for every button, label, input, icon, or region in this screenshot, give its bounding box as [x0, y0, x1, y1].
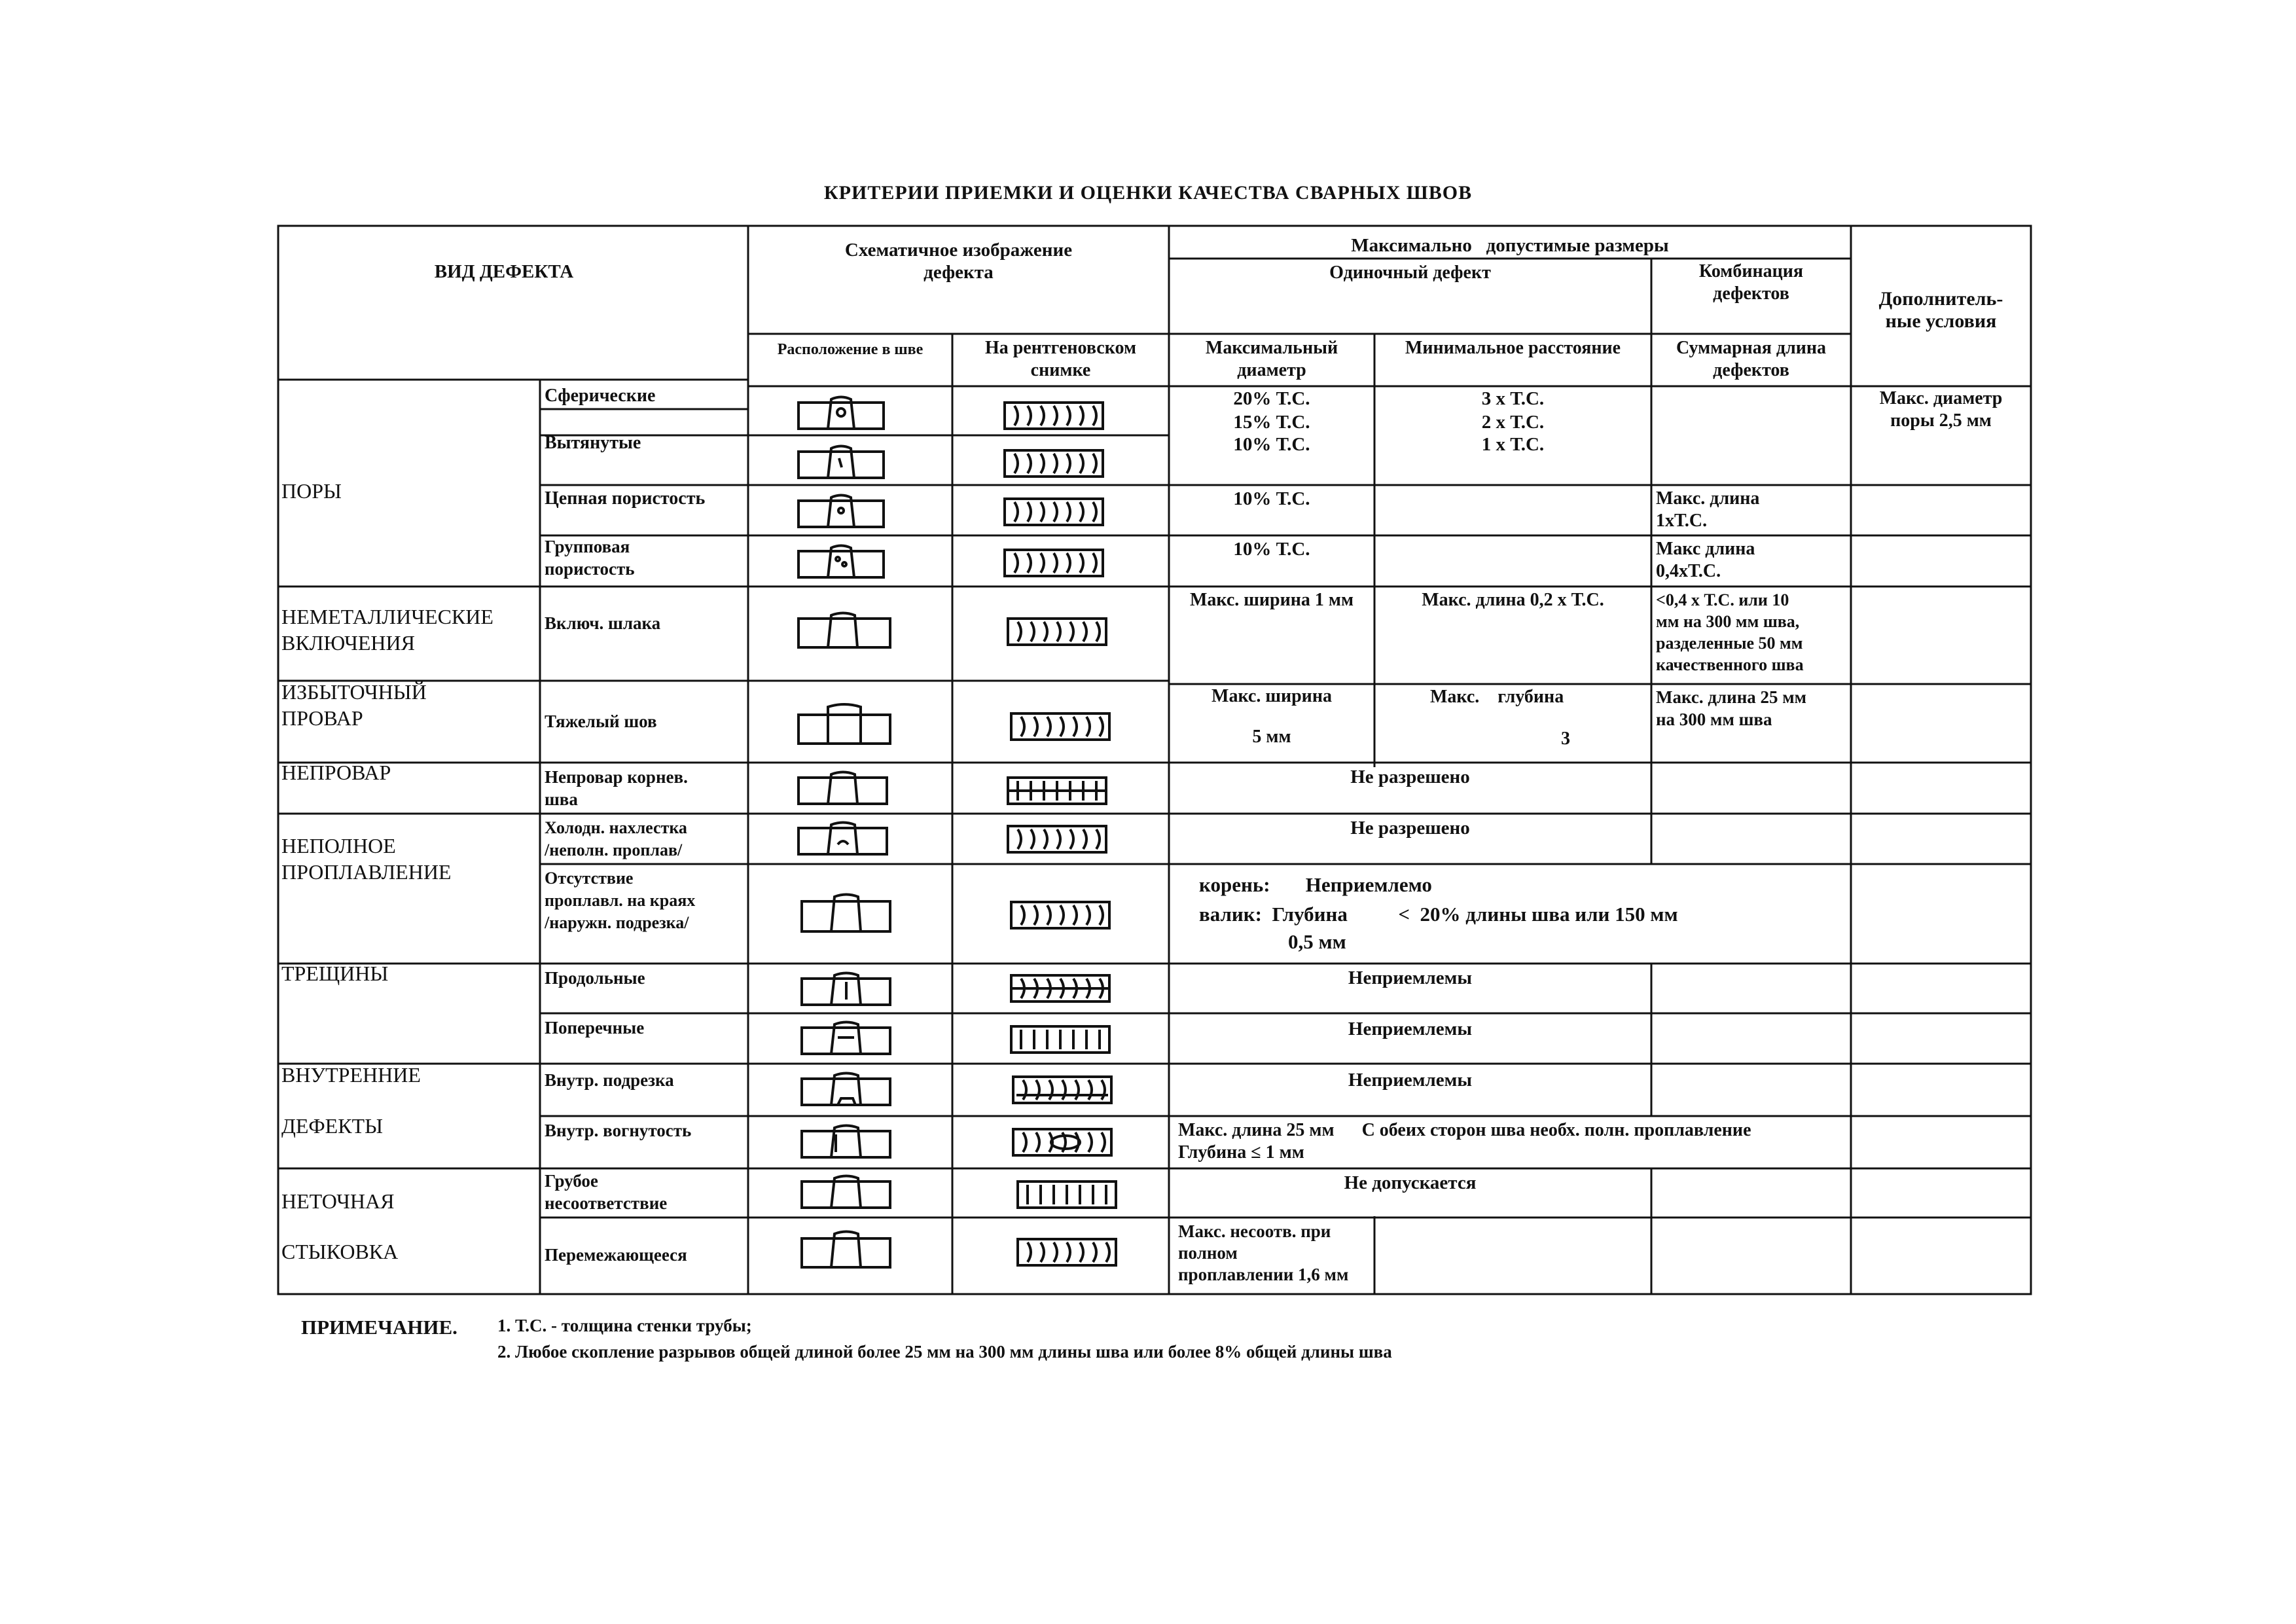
- header-sketch: Схематичное изображение дефекта: [844, 240, 1073, 283]
- weld-section-icon: [798, 772, 887, 804]
- intermittent-single: Макс. несоотв. при полном проплавлении 1,6 мм: [1178, 1221, 1349, 1284]
- slag-length: Макс. длина 0,2 х Т.С.: [1422, 590, 1604, 610]
- heavy-depth-value: 3: [1561, 729, 1570, 749]
- note-1: 1. Т.С. - толщина стенки трубы;: [497, 1316, 752, 1335]
- heavy-width: Макс. ширина 5 мм: [1211, 686, 1332, 747]
- concavity-single: Макс. длина 25 мм С обеих сторон шва необх. полн. проплавление Глубина ≤ 1 мм: [1178, 1120, 1751, 1163]
- weld-section-icon: [802, 973, 890, 1005]
- weld-section-icon: [802, 1126, 890, 1158]
- spherical-additional: Макс. диаметр поры 2,5 мм: [1879, 388, 2003, 431]
- xray-strip-icon: [1008, 619, 1106, 645]
- weld-section-icon: [798, 823, 887, 855]
- subtype-longitudinal: Продольные: [545, 968, 645, 988]
- undercut-single: Неприемлемы: [1348, 1070, 1473, 1091]
- transverse-single: Неприемлемы: [1348, 1019, 1473, 1039]
- edge-line3: 0,5 мм: [1288, 930, 1346, 953]
- group-incomplete: НЕПОЛНОЕ ПРОПЛАВЛЕНИЕ: [281, 834, 452, 884]
- header-xray: На рентгеновском снимке: [984, 338, 1137, 380]
- subtype-intermittent: Перемежающееся: [545, 1245, 687, 1265]
- header-single: Одиночный дефект: [1329, 262, 1491, 283]
- edge-line2: валик: Глубина < 20% длины шва или 150 мм: [1199, 903, 1678, 926]
- group-misalign-2: СТЫКОВКА: [281, 1240, 399, 1263]
- xray-strip-icon: [1011, 975, 1109, 1001]
- cold-single: Не разрешено: [1350, 818, 1470, 839]
- weld-section-icon: [802, 1074, 890, 1106]
- subtype-concavity: Внутр. вогнутость: [545, 1121, 692, 1140]
- heavy-depth-label: Макс. глубина: [1430, 687, 1564, 707]
- weld-section-icon: [802, 895, 890, 932]
- slag-total: <0,4 х Т.С. или 10 мм на 300 мм шва, разделенные 50 мм качественного шва: [1656, 590, 1804, 674]
- weld-section-icon: [802, 1232, 890, 1268]
- header-combination: Комбинация дефектов: [1698, 261, 1804, 304]
- xray-strip-icon: [1008, 826, 1106, 852]
- group-nonmetal: НЕМЕТАЛЛИЧЕСКИЕ ВКЛЮЧЕНИЯ: [281, 605, 493, 655]
- weld-section-icon: [798, 496, 884, 528]
- header-additional: Дополнитель- ные условия: [1878, 288, 2003, 332]
- header-location: Расположение в шве: [777, 341, 924, 358]
- group-internal-2: ДЕФЕКТЫ: [281, 1114, 383, 1138]
- xray-strip-icon: [1008, 778, 1106, 804]
- weld-section-icon: [798, 546, 884, 578]
- subtype-transverse: Поперечные: [545, 1018, 645, 1038]
- group-lack-pen: НЕПРОВАР: [281, 761, 391, 784]
- weld-section-icon: [798, 397, 884, 429]
- subtype-undercut: Внутр. подрезка: [545, 1070, 674, 1090]
- spherical-diameter: 20% Т.С.: [1233, 388, 1310, 409]
- weld-section-icon: [798, 446, 884, 478]
- chain-diameter: 10% Т.С.: [1233, 488, 1310, 509]
- xray-strip-icon: [1013, 1077, 1111, 1103]
- notes-label: ПРИМЕЧАНИЕ.: [301, 1316, 457, 1339]
- group-misalign-1: НЕТОЧНАЯ: [281, 1189, 395, 1213]
- subtype-root: Непровар корнев. шва: [545, 767, 688, 809]
- header-max-diameter: Максимальный диаметр: [1205, 338, 1338, 380]
- header-max-sizes: Максимально допустимые размеры: [1351, 235, 1669, 256]
- subtype-slag: Включ. шлака: [545, 613, 661, 633]
- root-single: Не разрешено: [1350, 767, 1470, 787]
- subtype-edge: Отсутствие проплавл. на краях /наружн. подрезка/: [545, 869, 696, 932]
- group-pores: ПОРЫ: [281, 479, 342, 503]
- group-internal-1: ВНУТРЕННИЕ: [281, 1063, 421, 1087]
- subtype-chain: Цепная пористость: [545, 488, 706, 509]
- subtype-spherical: Сферические: [545, 386, 656, 406]
- xray-strip-icon: [1018, 1182, 1116, 1208]
- page-title: КРИТЕРИИ ПРИЕМКИ И ОЦЕНКИ КАЧЕСТВА СВАРНЫХ ШВОВ: [823, 182, 1473, 204]
- xray-strip-icon: [1018, 1239, 1116, 1265]
- header-defect-type: ВИД ДЕФЕКТА: [434, 261, 574, 282]
- group-excess: ИЗБЫТОЧНЫЙ ПРОВАР: [281, 680, 427, 730]
- weld-section-icon: [798, 704, 890, 744]
- chain-total: Макс. длина 1хТ.С.: [1656, 488, 1760, 531]
- xray-strip-icon: [1005, 403, 1103, 429]
- elongated-distance: 2 х Т.С. 1 х Т.С.: [1481, 412, 1545, 455]
- subtype-cold: Холодн. нахлестка /неполн. проплав/: [545, 818, 687, 859]
- weld-section-icon: [802, 1176, 890, 1208]
- xray-strip-icon: [1013, 1129, 1111, 1155]
- xray-strip-icon: [1011, 1026, 1109, 1053]
- subtype-group: Групповая пористость: [545, 537, 635, 579]
- subtype-gross: Грубое несоответствие: [545, 1171, 668, 1213]
- xray-strip-icon: [1011, 902, 1109, 928]
- subtype-heavy: Тяжелый шов: [545, 712, 657, 731]
- group-total: Макс длина 0,4хТ.С.: [1656, 539, 1755, 581]
- xray-strip-icon: [1005, 550, 1103, 576]
- header-min-distance: Минимальное расстояние: [1405, 338, 1621, 358]
- xray-strip-icon: [1005, 450, 1103, 477]
- subtype-elongated: Вытянутые: [545, 433, 641, 453]
- longitudinal-single: Неприемлемы: [1348, 967, 1473, 988]
- weld-section-icon: [802, 1022, 890, 1055]
- slag-width: Макс. ширина 1 мм: [1189, 590, 1354, 610]
- header-total-length: Суммарная длина дефектов: [1676, 338, 1827, 380]
- xray-strip-icon: [1005, 499, 1103, 525]
- group-diameter: 10% Т.С.: [1233, 539, 1310, 560]
- gross-single: Не допускается: [1344, 1172, 1477, 1193]
- edge-line1: корень: Неприемлемо: [1199, 873, 1432, 896]
- spherical-distance: 3 х Т.С.: [1481, 388, 1545, 409]
- xray-strip-icon: [1011, 713, 1109, 740]
- note-2: 2. Любое скопление разрывов общей длиной более 25 мм на 300 мм длины шва или более 8% общей длины шва: [497, 1342, 1392, 1362]
- elongated-diameter: 15% Т.С. 10% Т.С.: [1233, 412, 1310, 455]
- heavy-total: Макс. длина 25 мм на 300 мм шва: [1656, 687, 1807, 729]
- group-cracks: ТРЕЩИНЫ: [281, 962, 389, 985]
- weld-section-icon: [798, 613, 890, 648]
